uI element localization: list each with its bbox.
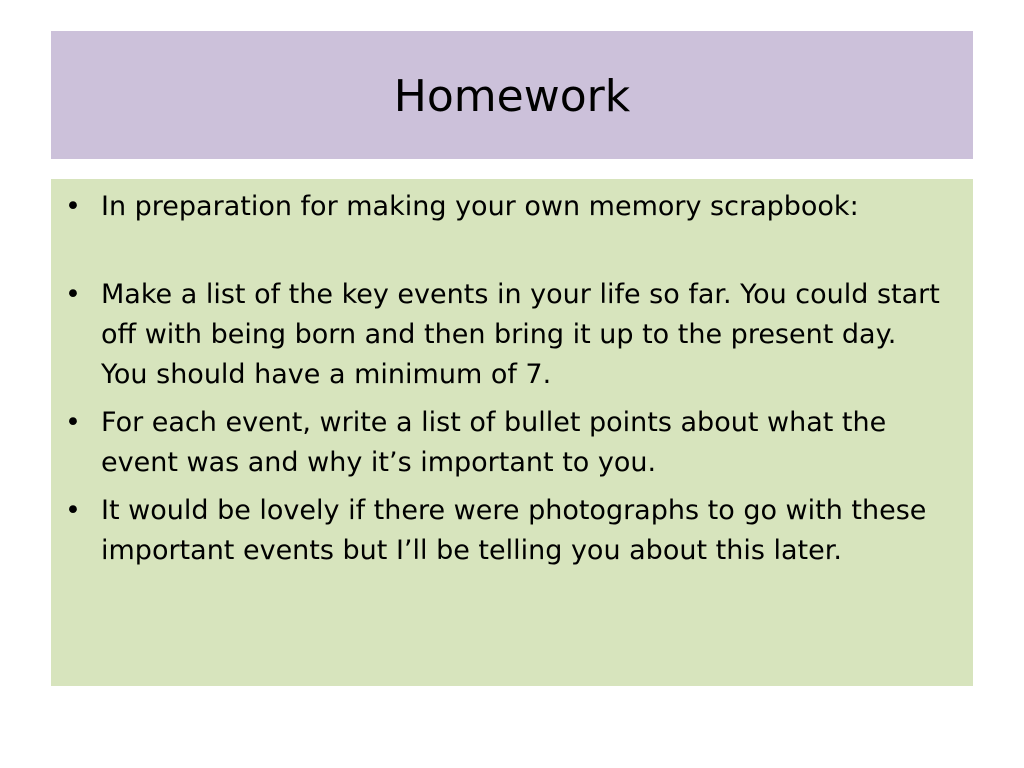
bullet-text: For each event, write a list of bullet points about what the event was and why it’s important to you. (101, 407, 887, 478)
list-item (65, 491, 949, 571)
bullet-text: In preparation for making your own memory scrapbook: (101, 191, 859, 222)
list-item (65, 403, 949, 483)
content-box (51, 179, 973, 686)
bullet-text: Make a list of the key events in your life so far. You could start off with being born and then bring it up to the present day. You should have a minimum of 7. (101, 279, 940, 390)
bullet-icon: • (65, 191, 81, 222)
list-item (65, 187, 949, 227)
bullet-list (65, 187, 949, 571)
bullet-icon: • (65, 279, 81, 310)
bullet-icon: • (65, 407, 81, 438)
bullet-text: It would be lovely if there were photographs to go with these important events but I’ll be telling you about this later. (101, 495, 927, 566)
slide-title: Homework (393, 70, 631, 122)
title-box (51, 31, 973, 159)
bullet-icon: • (65, 495, 81, 526)
list-item (65, 275, 949, 395)
